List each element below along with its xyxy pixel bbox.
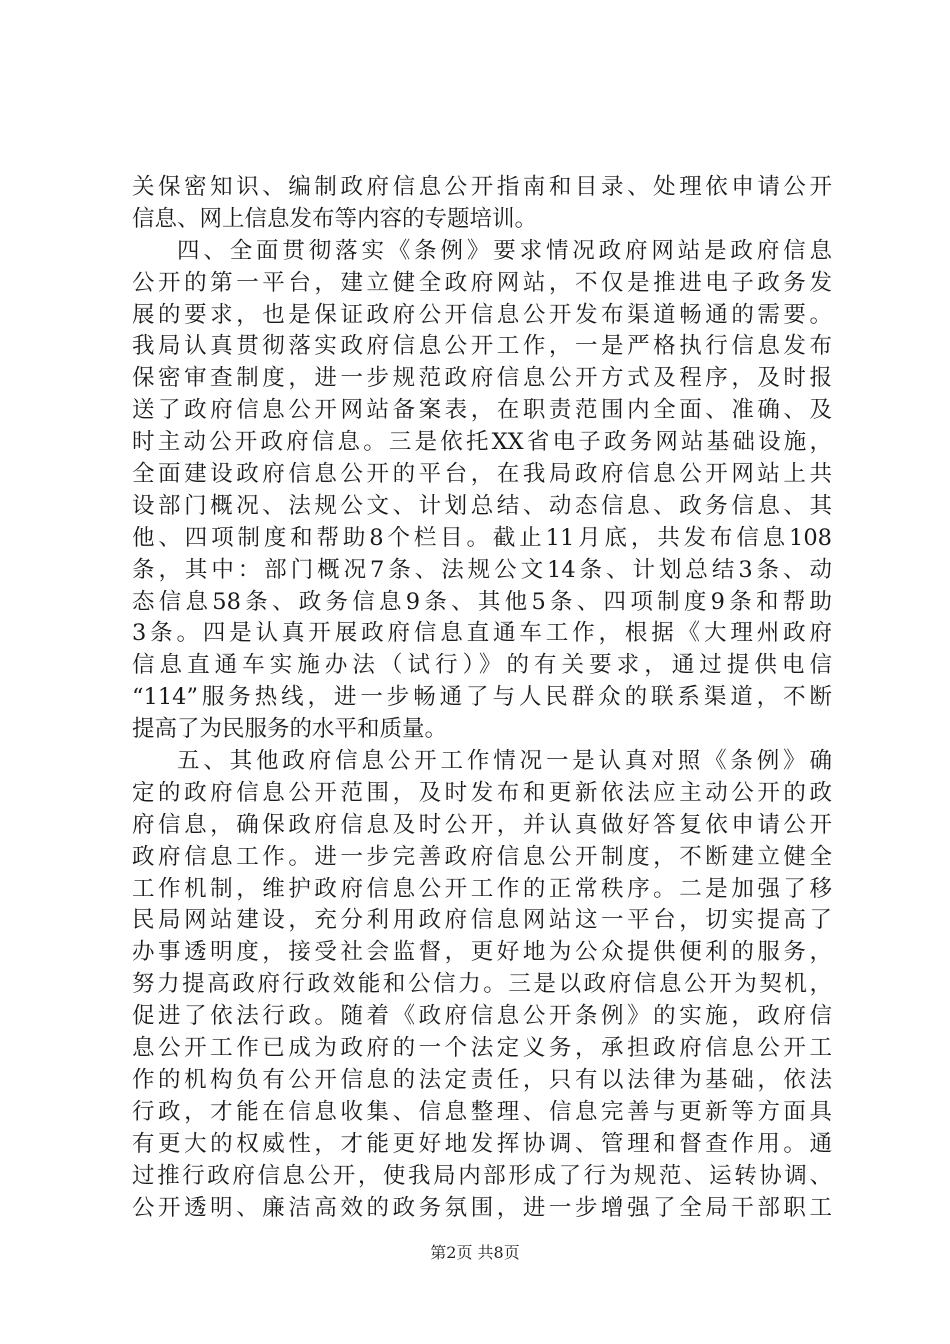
text-line: 态信息58条、政务信息9条、其他5条、四项制度9条和帮助 <box>132 588 832 615</box>
text-line: 五、其他政府信息公开工作情况一是认真对照《条例》确 <box>177 748 832 775</box>
body-text <box>132 172 832 1224</box>
text-line: 公开的第一平台，建立健全政府网站，不仅是推进电子政务发 <box>132 269 832 296</box>
text-line: 保密审查制度，进一步规范政府信息公开方式及程序，及时报 <box>132 365 832 392</box>
text-line: 送了政府信息公开网站备案表，在职责范围内全面、准确、及 <box>132 397 832 424</box>
text-line: 促进了依法行政。随着《政府信息公开条例》的实施，政府信 <box>132 1003 832 1030</box>
text-line: 有更大的权威性，才能更好地发挥协调、管理和督查作用。通 <box>132 1130 832 1157</box>
text-line: 我局认真贯彻落实政府信息公开工作，一是严格执行信息发布 <box>132 333 832 360</box>
text-line: 全面建设政府信息公开的平台，在我局政府信息公开网站上共 <box>132 461 832 488</box>
text-line: 府信息，确保政府信息及时公开，并认真做好答复依申请公开 <box>132 811 832 838</box>
text-line: 他、四项制度和帮助8个栏目。截止11月底，共发布信息108 <box>132 524 832 551</box>
page-number-footer: 第2页 共8页 <box>430 1243 520 1262</box>
text-line: 作的机构负有公开信息的法定责任，只有以法律为基础，依法 <box>132 1066 832 1093</box>
text-line: 民局网站建设，充分利用政府信息网站这一平台，切实提高了 <box>132 907 832 934</box>
text-line: 公开透明、廉洁高效的政务氛围，进一步增强了全局干部职工 <box>132 1194 832 1221</box>
text-line: 政府信息工作。进一步完善政府信息公开制度，不断建立健全 <box>132 843 832 870</box>
text-line: 时主动公开政府信息。三是依托XX省电子政务网站基础设施， <box>132 429 832 456</box>
text-line: 设部门概况、法规公文、计划总结、动态信息、政务信息、其 <box>132 492 832 519</box>
text-line: 过推行政府信息公开，使我局内部形成了行为规范、运转协调、 <box>132 1162 832 1189</box>
text-line: 四、全面贯彻落实《条例》要求情况政府网站是政府信息 <box>177 237 832 264</box>
text-line: 定的政府信息公开范围，及时发布和更新依法应主动公开的政 <box>132 779 832 806</box>
text-line: 努力提高政府行政效能和公信力。三是以政府信息公开为契机， <box>132 971 832 998</box>
text-line: 信息直通车实施办法（试行）》的有关要求，通过提供电信 <box>132 652 832 679</box>
text-line: 关保密知识、编制政府信息公开指南和目录、处理依申请公开 <box>132 174 832 200</box>
text-line: 行政，才能在信息收集、信息整理、信息完善与更新等方面具 <box>132 1098 832 1125</box>
text-line: 工作机制，维护政府信息公开工作的正常秩序。二是加强了移 <box>132 875 832 902</box>
text-line: 提高了为民服务的水平和质量。 <box>132 716 448 743</box>
text-line: 条，其中：部门概况7条、法规公文14条、计划总结3条、动 <box>132 556 832 583</box>
text-line: 展的要求，也是保证政府公开信息公开发布渠道畅通的需要。 <box>132 301 832 328</box>
text-line: “114”服务热线，进一步畅通了与人民群众的联系渠道，不断 <box>132 684 832 711</box>
text-line: 信息、网上信息发布等内容的专题培训。 <box>132 205 538 232</box>
text-line: 息公开工作已成为政府的一个法定义务，承担政府信息公开工 <box>132 1035 832 1062</box>
text-line: 办事透明度，接受社会监督，更好地为公众提供便利的服务， <box>132 939 832 966</box>
text-line: 3条。四是认真开展政府信息直通车工作，根据《大理州政府 <box>132 620 832 647</box>
